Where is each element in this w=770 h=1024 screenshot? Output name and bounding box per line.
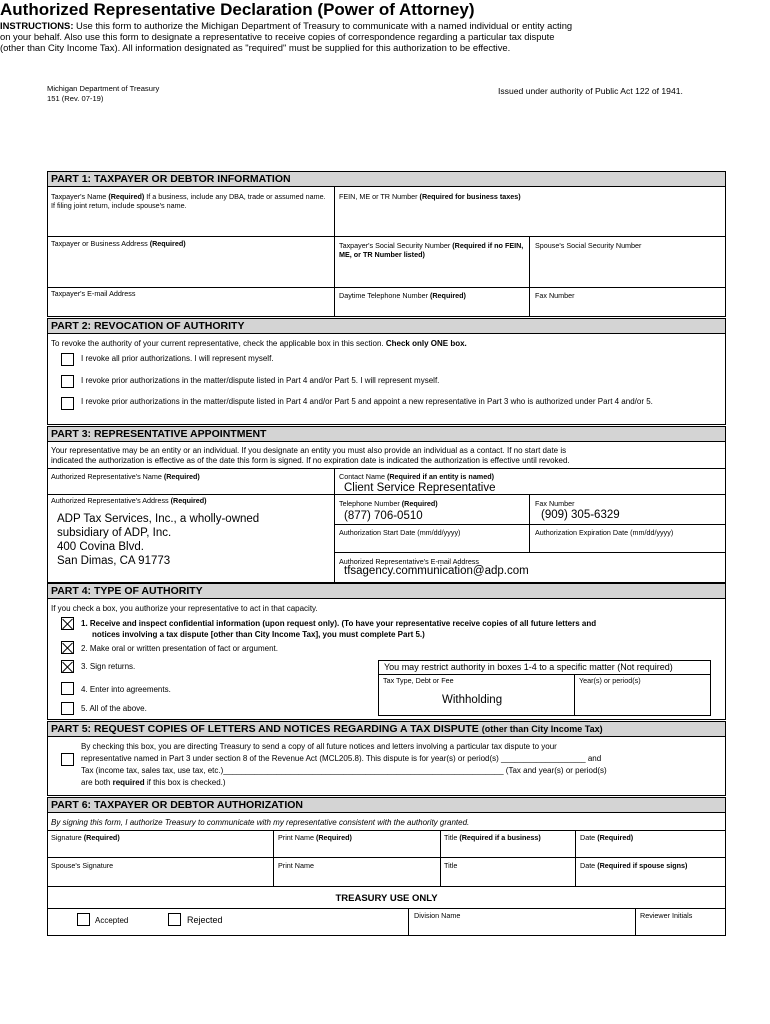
required-tag: (Required for business taxes) [419, 192, 521, 201]
department-name: Michigan Department of Treasury [47, 84, 160, 93]
rep-address-line: subsidiary of ADP, Inc. [57, 527, 172, 539]
rep-address-line: San Dimas, CA 91773 [57, 555, 171, 567]
treasury-heading: TREASURY USE ONLY [335, 893, 438, 904]
rejected-label: Rejected [187, 915, 223, 925]
authority-option-label: 5. All of the above. [81, 704, 147, 713]
divider [635, 908, 636, 936]
instructions-line: (other than City Income Tax). All information designated as "required" must be supplied for this authorization to be effective. [0, 42, 511, 54]
divider [529, 494, 530, 552]
field-label: Telephone Number [339, 499, 400, 508]
field-label: Title [444, 833, 458, 842]
rep-fax-field[interactable] [535, 500, 575, 509]
contact-name-value: Client Service Representative [344, 482, 496, 494]
field-label: Fax Number [535, 499, 575, 508]
divider [575, 830, 576, 886]
start-date-field[interactable] [339, 529, 460, 538]
part3-heading: PART 3: REPRESENTATIVE APPOINTMENT [47, 426, 726, 442]
intro-bold: Check only ONE box. [385, 339, 467, 348]
required-tag: (Required) [163, 472, 200, 481]
heading-note: (other than City Income Tax) [481, 724, 603, 734]
field-label: Tax Type, Debt or Fee [383, 676, 454, 685]
page-title: Authorized Representative Declaration (Power of Attorney) [0, 0, 475, 19]
part5-text: By checking this box, you are directing Treasury to send a copy of all future notices and letters involving a particular tax dispute to your [81, 742, 557, 751]
field-label: Division Name [414, 911, 461, 920]
authority-option-label: notices involving a tax dispute [other than City Income Tax], you must complete Part 5.) [92, 630, 425, 639]
reviewer-initials-field[interactable] [640, 912, 692, 921]
divider [334, 524, 726, 525]
part4-intro: If you check a box, you authorize your representative to act in that capacity. [51, 604, 318, 613]
required-tag: (Required) [170, 496, 207, 505]
field-label: Taxpayer's E-mail Address [51, 289, 136, 298]
text-part: if this box is checked.) [146, 778, 226, 787]
revoke-option-label: I revoke prior authorizations in the matter/dispute listed in Part 4 and/or Part 5 and appoint a new representative in Part 3 who is authorized under Part 4 and/or 5. [81, 397, 653, 406]
field-label: Taxpayer's Name [51, 192, 107, 201]
part3-intro: Your representative may be an entity or an individual. If you designate an entity you must also provide an individual as a contact. If no start date is [51, 446, 567, 455]
part3-intro: indicated the authorization is effective as of the date this form is signed. If no expiration date is indicated the authorization is effective until revoked. [51, 456, 570, 465]
required-tag: (Required) [429, 291, 466, 300]
accepted-checkbox[interactable] [77, 913, 90, 926]
field-label: Contact Name [339, 472, 385, 481]
authority-agreements-checkbox[interactable] [61, 682, 74, 695]
rep-email-value: tfsagency.communication@adp.com [344, 565, 529, 577]
field-label: Reviewer Initials [640, 911, 693, 920]
field-label: Spouse's Social Security Number [535, 241, 642, 250]
text-part: are both [81, 778, 111, 787]
divider [47, 857, 726, 858]
field-label: Authorized Representative's Name [51, 472, 162, 481]
field-label: Authorized Representative's Address [51, 496, 169, 505]
form-number: 151 (Rev. 07-19) [47, 94, 104, 103]
part5-text [81, 778, 226, 788]
divider [273, 830, 274, 886]
divider [334, 186, 335, 317]
intro-text: To revoke the authority of your current representative, check the applicable box in this section. [51, 339, 384, 348]
divider [334, 468, 335, 583]
instructions-label: INSTRUCTIONS: [0, 20, 74, 31]
authority-option-label: 3. Sign returns. [81, 662, 136, 671]
instructions [0, 20, 680, 54]
request-copies-checkbox[interactable] [61, 753, 74, 766]
field-label: Spouse's Signature [51, 861, 114, 870]
part2-heading: PART 2: REVOCATION OF AUTHORITY [47, 318, 726, 334]
revoke-option-label: I revoke prior authorizations in the matter/dispute listed in Part 4 and/or Part 5. I will represent myself. [81, 376, 440, 385]
authority-receive-checkbox[interactable] [61, 617, 74, 630]
authority-sign-returns-checkbox[interactable] [61, 660, 74, 673]
print-name-field[interactable] [278, 834, 352, 843]
revoke-matter-checkbox[interactable] [61, 375, 74, 388]
divider [47, 287, 726, 288]
field-label: Print Name [278, 833, 314, 842]
division-name-field[interactable] [414, 912, 460, 921]
required-tag: (Required if a business) [459, 833, 541, 842]
rep-phone-value: (877) 706-0510 [344, 510, 423, 522]
divider [378, 674, 711, 675]
part4-heading: PART 4: TYPE OF AUTHORITY [47, 583, 726, 599]
field-label: Authorization Start Date (mm/dd/yyyy) [339, 528, 461, 537]
tax-type-field[interactable] [383, 677, 454, 686]
spouse-ssn-field[interactable] [535, 242, 641, 251]
part6-heading: PART 6: TAXPAYER OR DEBTOR AUTHORIZATION [47, 797, 726, 813]
instructions-line: on your behalf. Also use this form to designate a representative to receive copies of correspondence regarding a particular tax dispute [0, 31, 555, 43]
fax-field[interactable] [535, 292, 575, 301]
rep-name-field[interactable] [51, 473, 200, 482]
spouse-title-field[interactable] [444, 862, 457, 871]
field-label: Signature [51, 833, 82, 842]
spouse-signature-field[interactable] [51, 862, 113, 871]
field-label: Authorized Representative's E-mail Address [339, 557, 479, 566]
taxpayer-name-field[interactable] [51, 193, 331, 210]
field-label: FEIN, ME or TR Number [339, 192, 418, 201]
revoke-all-checkbox[interactable] [61, 353, 74, 366]
accepted-label: Accepted [95, 916, 129, 925]
required-tag: (Required) [108, 192, 145, 201]
required-tag: (Required) [597, 833, 634, 842]
divider [408, 908, 409, 936]
authority-option-label: 2. Make oral or written presentation of fact or argument. [81, 644, 278, 653]
taxpayer-address-field[interactable] [51, 240, 186, 249]
part5-text: representative named in Part 3 under section 8 of the Revenue Act (MCL205.8). This dispute is for year(s) or period(s) ___________________ and [81, 754, 602, 763]
rep-fax-value: (909) 305-6329 [541, 509, 620, 521]
divider [47, 886, 726, 887]
divider [47, 236, 726, 237]
required-tag: (Required) [149, 239, 186, 248]
authority-presentation-checkbox[interactable] [61, 641, 74, 654]
field-label: Print Name [278, 861, 314, 870]
rejected-checkbox[interactable] [168, 913, 181, 926]
part6-intro: By signing this form, I authorize Treasury to communicate with my representative consistent with the authority granted. [51, 818, 470, 827]
required-tag: (Required) [83, 833, 120, 842]
expiration-date-field[interactable] [535, 529, 673, 538]
authority-option-label: 1. Receive and inspect confidential information (upon request only). (To have your representative receive copies of all future letters and [81, 619, 597, 628]
contact-name-field[interactable] [339, 473, 494, 482]
daytime-phone-field[interactable] [339, 292, 466, 301]
divider [47, 830, 726, 831]
rep-phone-field[interactable] [339, 500, 438, 509]
divider [47, 908, 726, 909]
tax-type-value: Withholding [442, 694, 503, 706]
spouse-date-field[interactable] [580, 862, 687, 871]
field-label: Fax Number [535, 291, 575, 300]
field-label: Taxpayer or Business Address [51, 239, 148, 248]
required-tag: (Required if no FEIN, ME, or TR Number listed) [339, 241, 524, 259]
restrict-heading: You may restrict authority in boxes 1-4 to a specific matter (Not required) [384, 662, 673, 672]
revoke-appoint-checkbox[interactable] [61, 397, 74, 410]
taxpayer-email-field[interactable] [51, 290, 135, 299]
authority-option-label: 4. Enter into agreements. [81, 685, 171, 694]
field-label: Title [444, 861, 458, 870]
field-note: If a business, include any DBA, trade or assumed name. If filing joint return, include spouse's name. [51, 192, 326, 210]
years-field[interactable] [579, 677, 641, 686]
taxpayer-ssn-field[interactable] [339, 242, 527, 259]
part2-intro [51, 339, 467, 349]
field-label: Year(s) or period(s) [579, 676, 641, 685]
field-label: Daytime Telephone Number [339, 291, 428, 300]
text-bold: required [112, 778, 145, 787]
spouse-print-name-field[interactable] [278, 862, 314, 871]
required-tag: (Required if spouse signs) [597, 861, 688, 870]
divider [334, 552, 726, 553]
revoke-option-label: I revoke all prior authorizations. I will represent myself. [81, 354, 274, 363]
fein-field[interactable] [339, 193, 521, 202]
authority-all-checkbox[interactable] [61, 702, 74, 715]
field-label: Date [580, 833, 596, 842]
rep-address-line: ADP Tax Services, Inc., a wholly-owned [57, 513, 260, 525]
part5-text: Tax (income tax, sales tax, use tax, etc.)_______________________________________________________________ (Tax and year(s) or period(s) [81, 766, 607, 775]
title-field[interactable] [444, 834, 541, 843]
required-tag: (Required) [315, 833, 352, 842]
divider [574, 674, 575, 716]
rep-address-field[interactable] [51, 497, 207, 506]
instructions-line: Use this form to authorize the Michigan Department of Treasury to communicate with a named individual or entity acting [76, 20, 573, 31]
divider [529, 236, 530, 317]
divider [47, 468, 726, 469]
part5-heading [47, 721, 726, 737]
field-label: Authorization Expiration Date (mm/dd/yyyy) [535, 528, 674, 537]
required-tag: (Required if an entity is named) [386, 472, 494, 481]
part1-heading: PART 1: TAXPAYER OR DEBTOR INFORMATION [47, 171, 726, 187]
date-field[interactable] [580, 834, 633, 843]
field-label: Date [580, 861, 596, 870]
rep-address-line: 400 Covina Blvd. [57, 541, 144, 553]
signature-field[interactable] [51, 834, 120, 843]
required-tag: (Required) [401, 499, 438, 508]
issued-authority: Issued under authority of Public Act 122 of 1941. [498, 86, 683, 96]
field-label: Taxpayer's Social Security Number [339, 241, 451, 250]
heading-text: PART 5: REQUEST COPIES OF LETTERS AND NOTICES REGARDING A TAX DISPUTE [51, 723, 479, 735]
divider [440, 830, 441, 886]
